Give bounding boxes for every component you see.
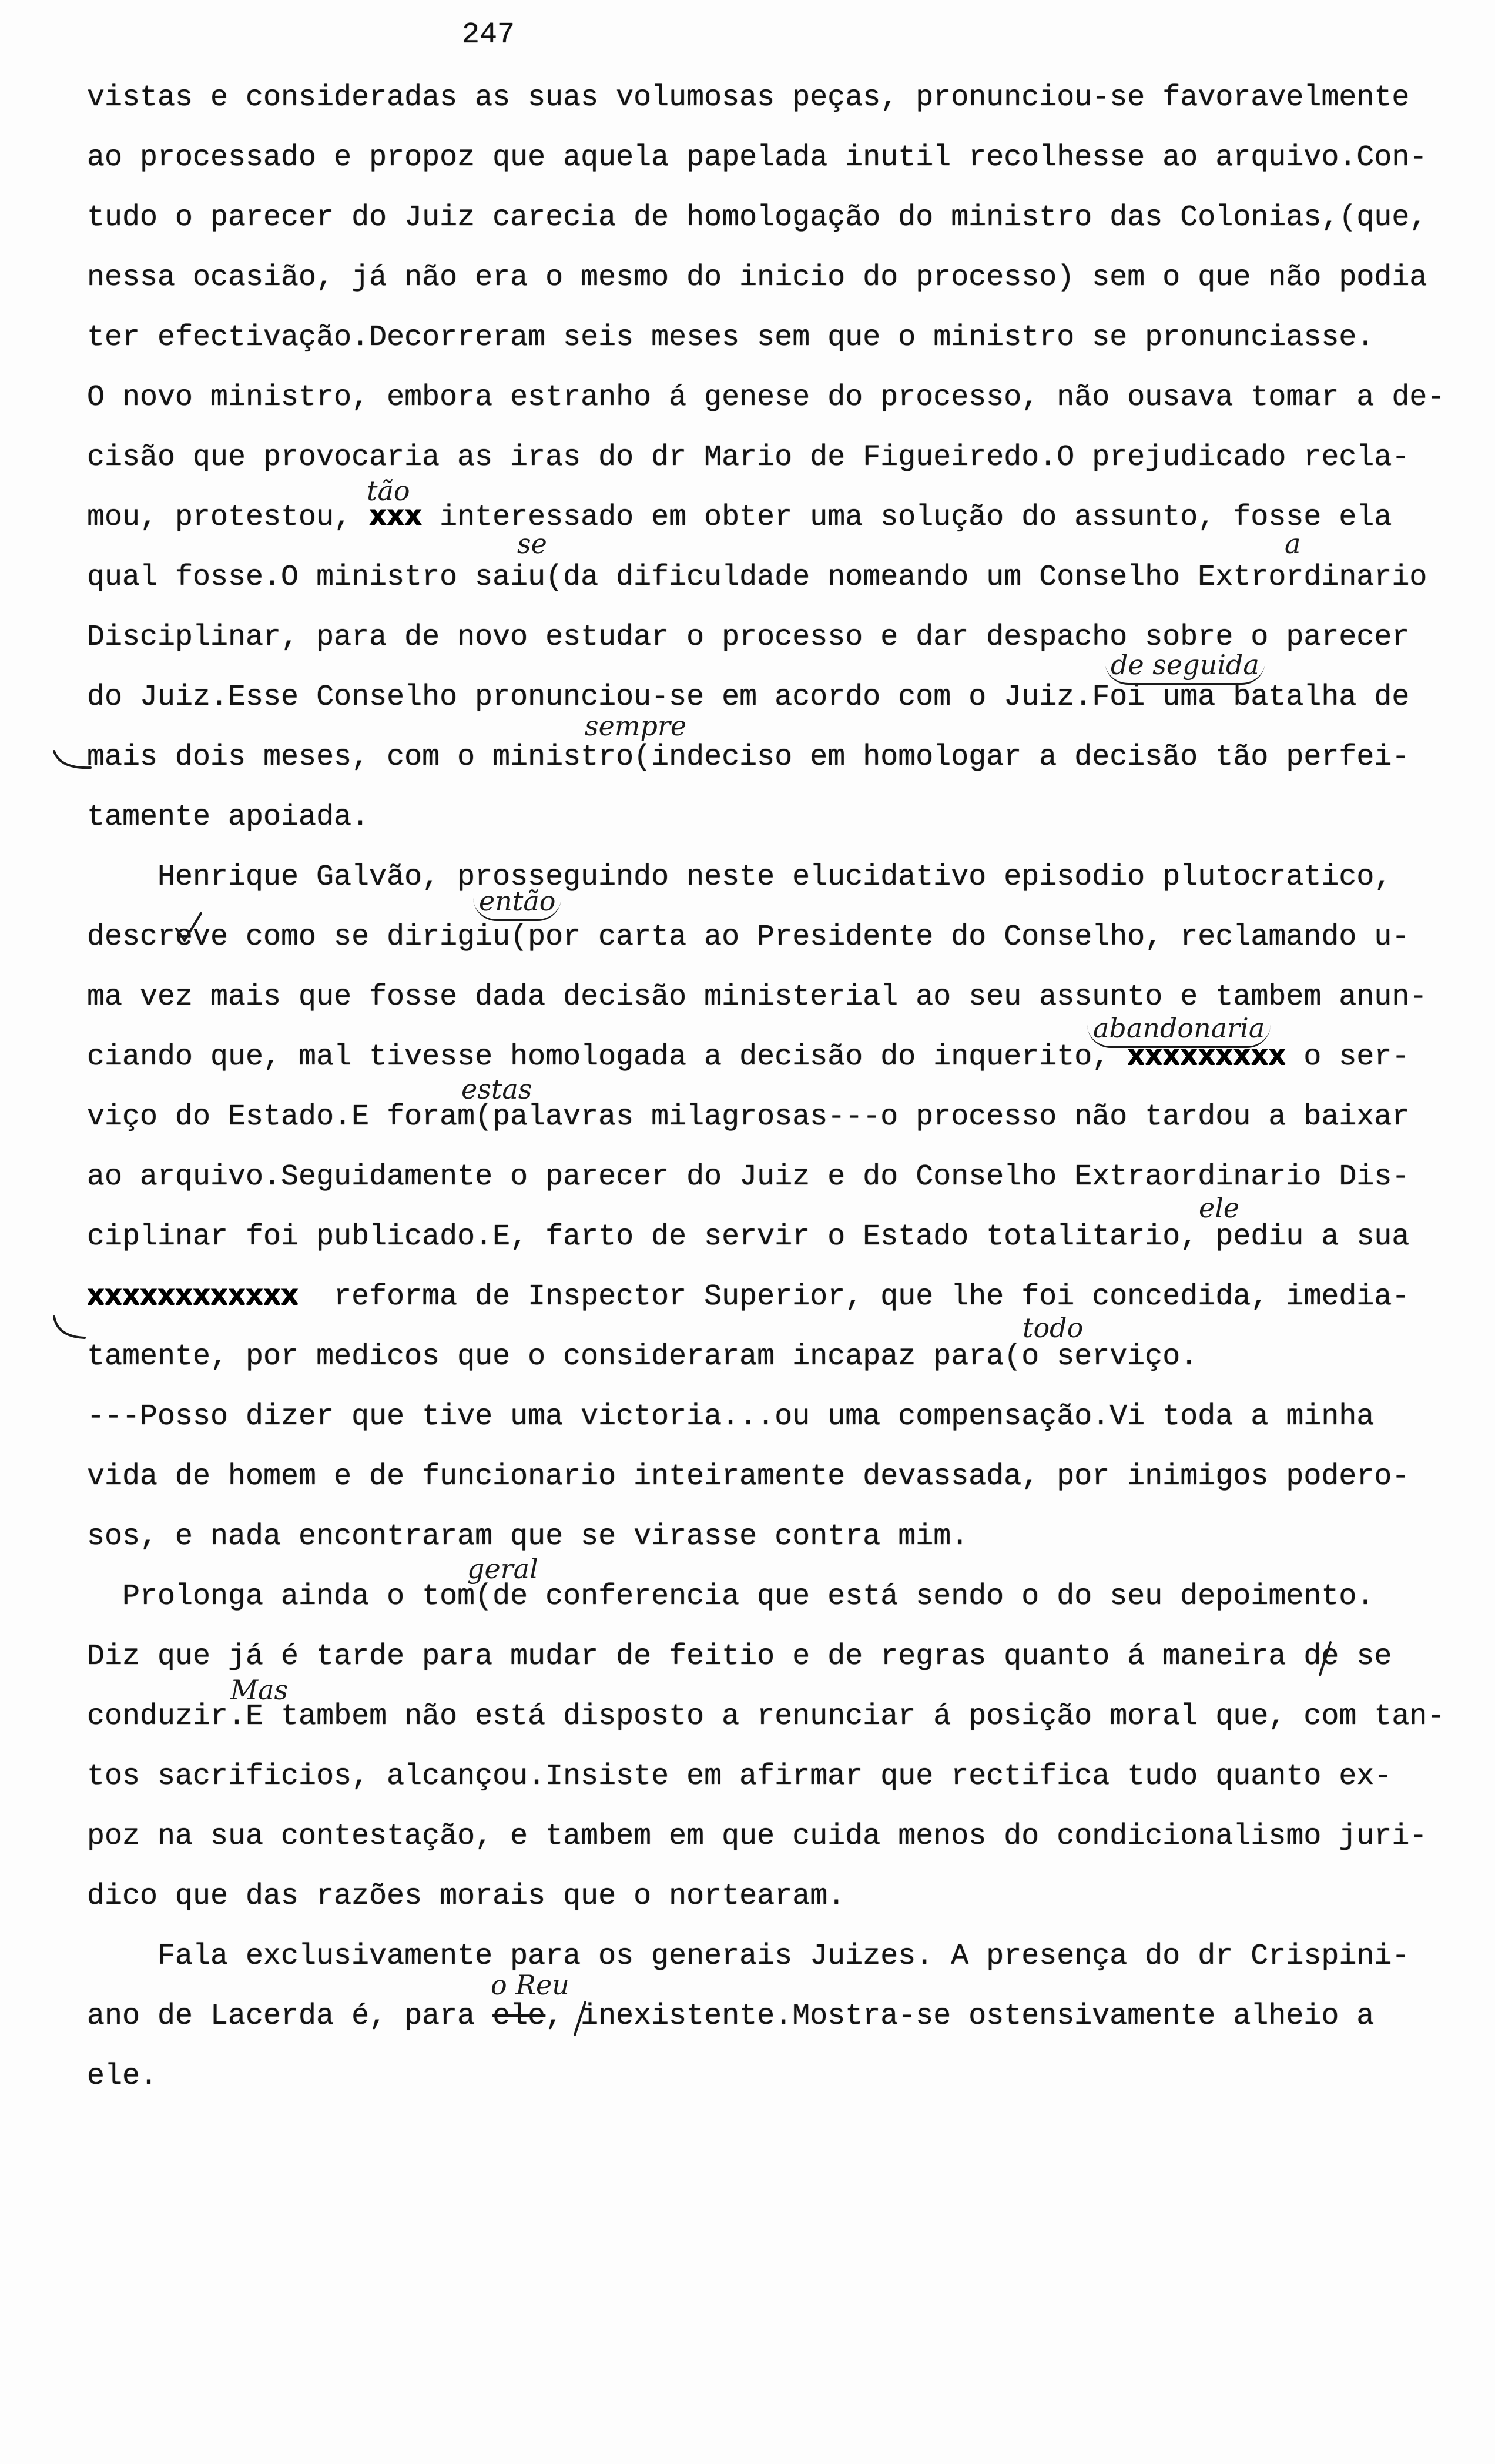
handwritten-insertion: abandonaria xyxy=(1087,1012,1271,1048)
text-line: viço do Estado.E foram(palavras milagrosas---o processo não tardou a baixar xyxy=(87,1100,1410,1134)
text-line: descreve como se dirigiu(por carta ao Presidente do Conselho, reclamando u- xyxy=(87,920,1410,954)
text-line: mais dois meses, com o ministro(indeciso em homologar a decisão tão perfei- xyxy=(87,741,1410,774)
handwritten-insertion: ele xyxy=(1199,1192,1240,1224)
text-line: Diz que já é tarde para mudar de feitio e de regras quanto á maneira de se xyxy=(87,1640,1392,1673)
paragraph-start-line: Prolonga ainda o tom(de conferencia que está sendo o do seu depoimento. xyxy=(122,1580,1375,1613)
text-segment: , inexistente.Mostra-se ostensivamente alheio a xyxy=(545,2000,1375,2033)
margin-mark-icon xyxy=(52,1314,87,1341)
text-line: tos sacrificios, alcançou.Insiste em afirmar que rectifica tudo quanto ex- xyxy=(87,1760,1392,1793)
text-line: nessa ocasião, já não era o mesmo do inicio do processo) sem o que não podia xyxy=(87,261,1427,294)
text-segment: mou, protestou, xyxy=(87,501,370,534)
edge-mark-icon xyxy=(1,0,7,35)
text-line: tudo o parecer do Juiz carecia de homologação do ministro das Colonias,(que, xyxy=(87,201,1427,235)
typed-text-body xyxy=(87,68,1462,2107)
struck-out-word: ele xyxy=(492,2000,546,2033)
text-line: O novo ministro, embora estranho á genese do processo, não ousava tomar a de- xyxy=(87,381,1445,414)
handwritten-insertion: de seguida xyxy=(1105,649,1265,685)
text-line: conduzir.E tambem não está disposto a renunciar á posição moral que, com tan- xyxy=(87,1700,1445,1733)
text-line xyxy=(87,1987,1462,2047)
text-segment: ciando que, mal tivesse homologada a decisão do inquerito, xyxy=(87,1040,1128,1074)
handwritten-insertion: o Reu xyxy=(491,1969,569,2001)
struck-out-word: xxxxxxxxx xyxy=(1127,1040,1286,1074)
text-line: tamente, por medicos que o consideraram incapaz para(o serviço. xyxy=(87,1340,1198,1374)
text-line: Disciplinar, para de novo estudar o processo e dar despacho sobre o parecer xyxy=(87,621,1410,654)
check-mark-icon xyxy=(174,911,203,944)
text-line xyxy=(87,488,1462,548)
handwritten-insertion: tão xyxy=(367,475,410,507)
handwritten-insertion: Mas xyxy=(230,1674,289,1706)
text-line: ao arquivo.Seguidamente o parecer do Juiz e do Conselho Extraordinario Dis- xyxy=(87,1160,1410,1194)
text-line: dico que das razões morais que o nortearam. xyxy=(87,1880,846,1913)
text-line: vistas e consideradas as suas volumosas peças, pronunciou-se favoravelmente xyxy=(87,81,1410,115)
struck-out-word: xxxxxxxxxxxx xyxy=(87,1280,299,1314)
text-line: ele. xyxy=(87,2060,158,2093)
text-segment: reforma de Inspector Superior, que lhe foi concedida, imedia- xyxy=(299,1280,1410,1314)
margin-mark-icon xyxy=(52,748,93,774)
paragraph-start-line: Fala exclusivamente para os generais Juizes. A presença do dr Crispini- xyxy=(157,1940,1410,1973)
text-segment: interessado em obter uma solução do assunto, fosse ela xyxy=(422,501,1392,534)
handwritten-insertion: sempre xyxy=(585,710,687,742)
text-line: qual fosse.O ministro saiu(da dificuldade nomeando um Conselho Extrordinario xyxy=(87,561,1427,594)
text-line: ter efectivação.Decorreram seis meses sem que o ministro se pronunciasse. xyxy=(87,321,1375,354)
text-segment: ano de Lacerda é, para xyxy=(87,2000,493,2033)
text-line: ciplinar foi publicado.E, farto de servir o Estado totalitario, pediu a sua xyxy=(87,1220,1410,1254)
struck-out-word: xxx xyxy=(369,501,423,534)
text-line: ---Posso dizer que tive uma victoria...ou uma compensação.Vi toda a minha xyxy=(87,1400,1375,1434)
text-line: vida de homem e de funcionario inteiramente devassada, por inimigos podero- xyxy=(87,1460,1410,1494)
text-line: do Juiz.Esse Conselho pronunciou-se em acordo com o Juiz.Foi uma batalha de xyxy=(87,681,1410,714)
handwritten-insertion: estas xyxy=(461,1073,532,1105)
text-line: poz na sua contestação, e tambem em que cuida menos do condicionalismo juri- xyxy=(87,1820,1427,1853)
handwritten-insertion: a xyxy=(1285,528,1301,560)
handwritten-insertion: então xyxy=(473,885,561,921)
text-segment: o ser- xyxy=(1286,1040,1410,1074)
paragraph-start-line: Henrique Galvão, prosseguindo neste elucidativo episodio plutocratico, xyxy=(157,861,1392,894)
page-number: 247 xyxy=(462,18,515,52)
text-line: tamente apoiada. xyxy=(87,801,370,834)
text-line: sos, e nada encontraram que se virasse contra mim. xyxy=(87,1520,969,1554)
word-separator-mark-icon xyxy=(1316,1640,1334,1678)
word-separator-mark-icon xyxy=(571,2000,589,2037)
handwritten-insertion: geral xyxy=(467,1553,538,1585)
text-line: ma vez mais que fosse dada decisão ministerial ao seu assunto e tambem anun- xyxy=(87,980,1427,1014)
handwritten-insertion: todo xyxy=(1023,1312,1084,1344)
text-line xyxy=(87,1267,1462,1327)
text-line: cisão que provocaria as iras do dr Mario de Figueiredo.O prejudicado recla- xyxy=(87,441,1410,474)
text-line: ao processado e propoz que aquela papelada inutil recolhesse ao arquivo.Con- xyxy=(87,141,1427,175)
handwritten-insertion: se xyxy=(517,528,547,560)
